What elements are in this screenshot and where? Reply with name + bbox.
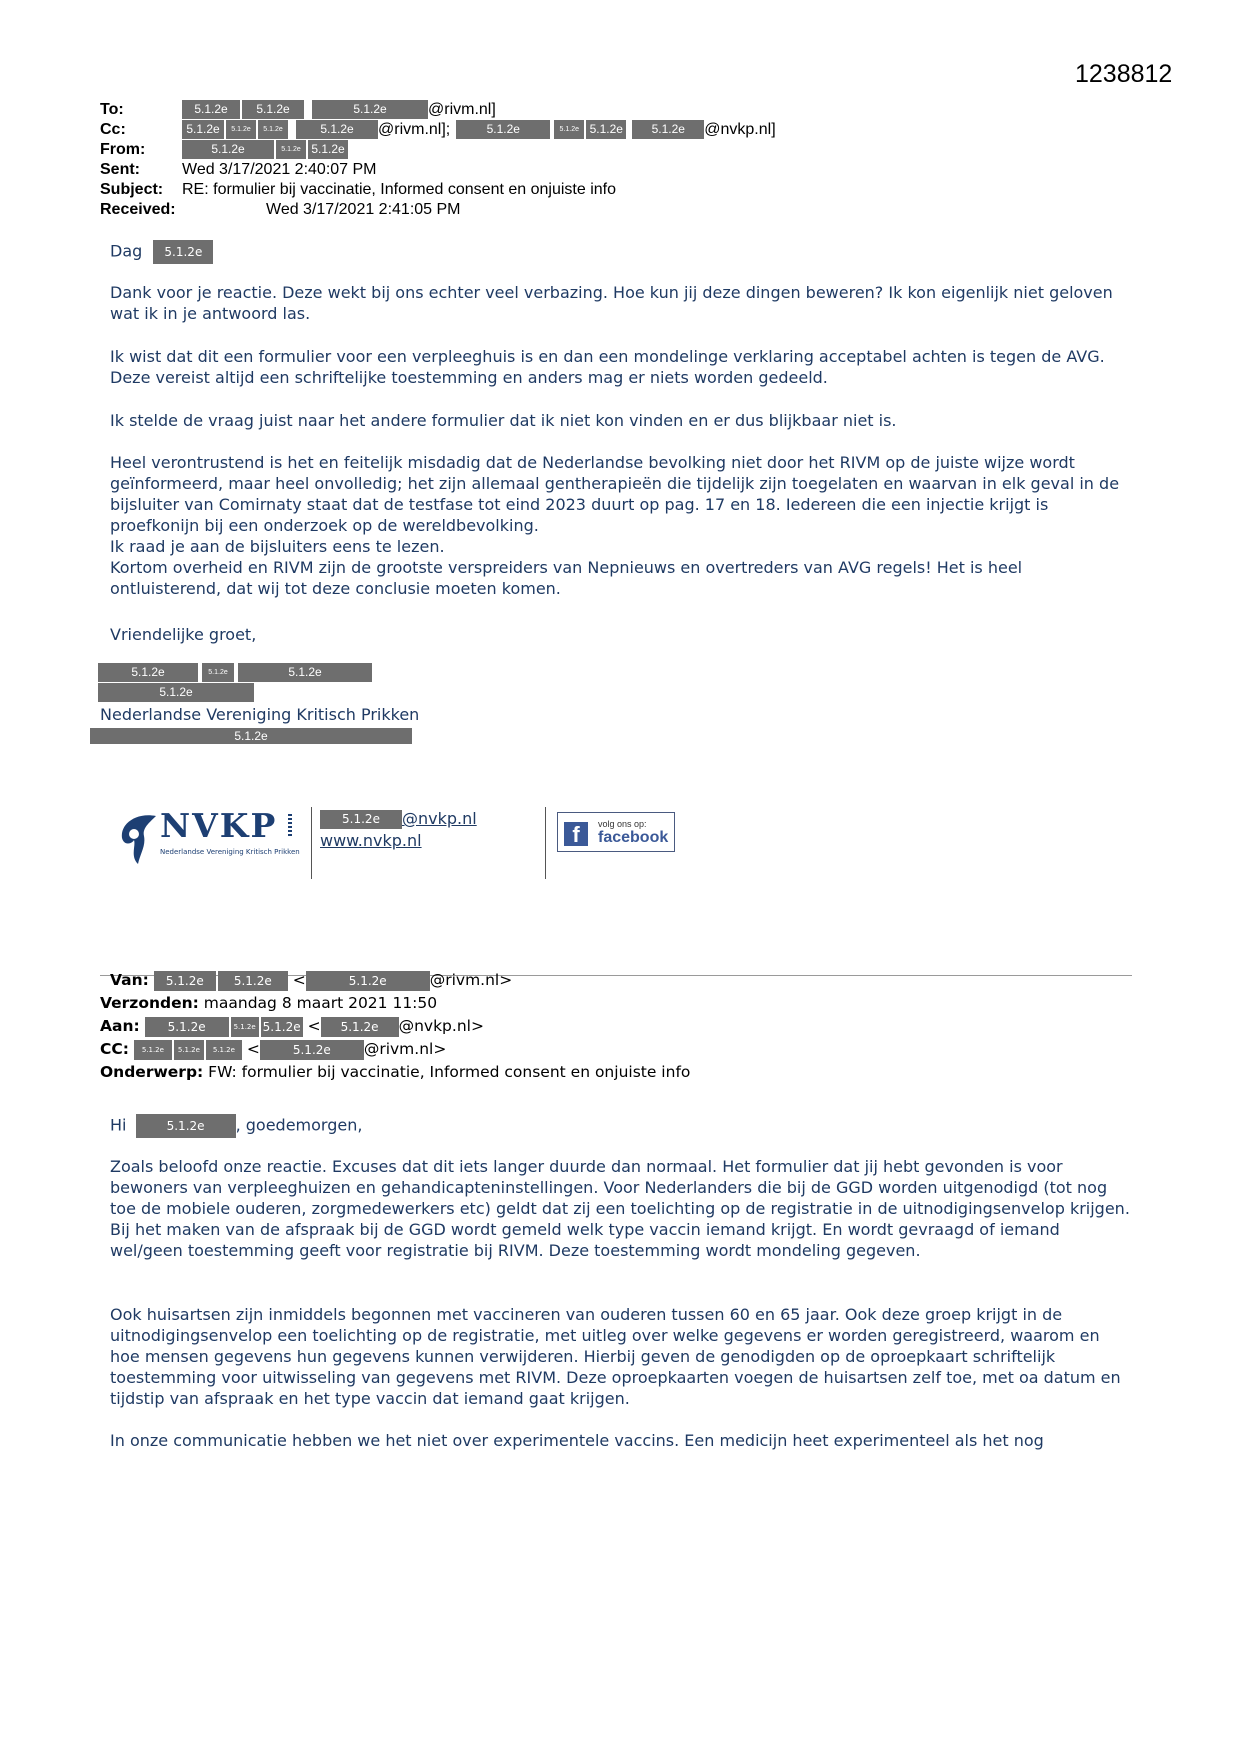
redaction: 5.1.2e: [632, 120, 704, 139]
redaction: 5.1.2e: [296, 120, 378, 139]
redaction: 5.1.2e: [218, 971, 288, 991]
reply-paragraph-3: Ik stelde de vraag juist naar het andere formulier dat ik niet kon vinden en er dus blijkbaar niet is.: [110, 411, 897, 430]
redaction: 5.1.2e: [182, 100, 240, 119]
redaction: 5.1.2e: [134, 1040, 172, 1060]
facebook-follow-text: volg ons op:: [598, 819, 647, 829]
subject-value: RE: formulier bij vaccinatie, Informed consent en onjuiste info: [182, 181, 616, 198]
redaction: 5.1.2e: [260, 1040, 364, 1060]
redaction: 5.1.2e: [231, 1017, 259, 1037]
redaction: 5.1.2e: [98, 683, 254, 702]
reply-paragraph-4: [110, 452, 1130, 599]
signature-address-redaction: [90, 727, 412, 745]
signature-contact: [320, 808, 477, 852]
redaction: 5.1.2e: [154, 971, 216, 991]
redaction: 5.1.2e: [321, 1017, 399, 1037]
redaction: 5.1.2e: [202, 663, 234, 682]
signature-organization: Nederlandse Vereniging Kritisch Prikken: [100, 705, 420, 724]
redaction: 5.1.2e: [258, 120, 288, 139]
cc-suffix: @nvkp.nl]: [704, 121, 776, 138]
redaction: 5.1.2e: [145, 1017, 229, 1037]
orig-van: Van: 5.1.2e 5.1.2e < 5.1.2e @rivm.nl>: [110, 971, 513, 989]
redaction: 5.1.2e: [226, 120, 256, 139]
orig-cc: CC: 5.1.2e 5.1.2e 5.1.2e < 5.1.2e @rivm.nl>: [100, 1040, 447, 1058]
redaction: 5.1.2e: [308, 140, 348, 159]
reply-paragraph-4b: Ik raad je aan de bijsluiters eens te lezen.: [110, 537, 445, 556]
redaction: 5.1.2e: [136, 1114, 236, 1138]
orig-aan: Aan: 5.1.2e 5.1.2e 5.1.2e < 5.1.2e @nvkp.nl>: [100, 1017, 484, 1035]
redaction: 5.1.2e: [174, 1040, 204, 1060]
redaction: 5.1.2e: [456, 120, 550, 139]
document-number: 1238812: [1075, 60, 1173, 88]
reply-paragraph-1: Dank voor je reactie. Deze wekt bij ons echter veel verbazing. Hoe kun jij deze dingen beweren? Ik kon eigenlijk niet geloven wat ik in je antwoord las.: [110, 283, 1113, 323]
reply-paragraph-4a: Heel verontrustend is het en feitelijk misdadig dat de Nederlandse bevolking niet door het RIVM op de juiste wijze wordt geïnformeerd, maar heel onvolledig; het zijn allemaal gentherapieën die tijdelijk zijn toegelaten en waarvan in elk geval in de bijsluiter van Comirnaty staat dat de testfase tot eind 2023 duurt op pag. 17 en 18. Iedereen die een injectie krijgt is proefkonijn bij een onderzoek op de wereldbevolking.: [110, 453, 1120, 535]
cc-suffix: @rivm.nl>: [363, 1040, 447, 1058]
redaction: 5.1.2e: [586, 120, 626, 139]
redaction: 5.1.2e: [320, 810, 402, 829]
email-link[interactable]: @nvkp.nl: [402, 809, 477, 828]
van-label: Van:: [110, 971, 149, 989]
orig-paragraph-2: Ook huisartsen zijn inmiddels begonnen met vaccineren van ouderen tussen 60 en 65 jaar. Ook deze groep krijgt in de uitnodigingsenvelop een toelichting op de registratie, met uitleg over welke gegevens er worden geregistreerd, waarom en hoe mensen gegevens hun gegevens kunnen verwijderen. Hierbij geven de genodigden op de oproepkaart schriftelijk toestemming voor uitwisseling van gegevens met RIVM. Deze oproepkaarten voegen de huisartsen zelf toe, met oa datum en tijdstip van afspraak en het type vaccin dat iemand gaat krijgen.: [110, 1305, 1121, 1408]
signature-title-redaction: [98, 683, 254, 702]
reply-greeting: [110, 240, 1130, 264]
signature-name-redactions: [98, 663, 372, 682]
verzonden-value: maandag 8 maart 2021 11:50: [203, 994, 438, 1012]
onderwerp-label: Onderwerp:: [100, 1063, 204, 1081]
orig-greeting: [110, 1114, 1130, 1138]
orig-paragraph-1: Zoals beloofd onze reactie. Excuses dat dit iets langer duurde dan normaal. Het formulier dat jij hebt gevonden is voor bewoners van verpleeghuizen en gehandicapteninstellingen. Voor Nederlanders die bij de GGD worden uitgenodigd (tot nog toe de mobiele ouderen, zorgmedewerkers etc) geldt dat zij een toelichting op de registratie in de uitnodigingsenvelop krijgen. Bij het maken van de afspraak bij de GGD wordt gemeld welk type vaccin iemand krijgt. En wordt gevraagd of iemand wel/geen toestemming geeft voor registratie bij RIVM. Deze toestemming wordt mondeling gegeven.: [110, 1157, 1130, 1260]
redaction: 5.1.2e: [261, 1017, 303, 1037]
logo-stripes: [288, 814, 292, 836]
received-label: Received:: [100, 201, 176, 218]
facebook-icon: f: [564, 822, 588, 846]
cc-label: CC:: [100, 1040, 129, 1058]
redaction: 5.1.2e: [182, 120, 224, 139]
redaction: 5.1.2e: [206, 1040, 242, 1060]
orig-onderwerp: [100, 1062, 690, 1083]
redaction: 5.1.2e: [90, 728, 412, 744]
to-label: To:: [100, 101, 124, 118]
nvkp-logo-icon: [116, 810, 160, 866]
hi-suffix: , goedemorgen,: [235, 1115, 363, 1135]
facebook-text: facebook: [598, 829, 669, 846]
redaction: 5.1.2e: [306, 971, 430, 991]
redaction: 5.1.2e: [312, 100, 428, 119]
aan-suffix: @nvkp.nl>: [398, 1017, 484, 1035]
van-suffix: @rivm.nl>: [429, 971, 513, 989]
redaction: 5.1.2e: [182, 140, 274, 159]
reply-paragraph-4c: Kortom overheid en RIVM zijn de grootste verspreiders van Nepnieuws en overtreders van AVG regels! Het is heel ontluisterend, dat wij tot deze conclusie moeten komen.: [110, 558, 1023, 598]
received-value: Wed 3/17/2021 2:41:05 PM: [266, 201, 461, 218]
redaction: 5.1.2e: [554, 120, 584, 139]
nvkp-logo-text: NVKP: [160, 806, 278, 845]
cc-mid: @rivm.nl];: [378, 121, 451, 138]
redaction: 5.1.2e: [238, 663, 372, 682]
from-label: From:: [100, 141, 146, 158]
website-link[interactable]: www.nvkp.nl: [320, 831, 422, 850]
divider: [545, 807, 546, 879]
nvkp-logo-subtitle: Nederlandse Vereniging Kritisch Prikken: [160, 848, 300, 856]
subject-label: Subject:: [100, 181, 164, 198]
greeting-text: Dag: [110, 241, 143, 261]
hi-text: Hi: [110, 1115, 127, 1135]
verzonden-label: Verzonden:: [100, 994, 199, 1012]
redaction: 5.1.2e: [98, 663, 198, 682]
redaction: 5.1.2e: [242, 100, 304, 119]
sent-value: Wed 3/17/2021 2:40:07 PM: [182, 161, 377, 178]
cc-label: Cc:: [100, 121, 126, 138]
redaction: 5.1.2e: [276, 140, 306, 159]
orig-paragraph-3: In onze communicatie hebben we het niet over experimentele vaccins. Een medicijn heet experimenteel als het nog: [110, 1431, 1044, 1450]
redaction: 5.1.2e: [153, 240, 213, 264]
facebook-button[interactable]: [557, 812, 675, 852]
orig-verzonden: [100, 993, 437, 1014]
onderwerp-value: FW: formulier bij vaccinatie, Informed consent en onjuiste info: [208, 1063, 691, 1081]
reply-paragraph-2: Ik wist dat dit een formulier voor een verpleeghuis is en dan een mondelinge verklaring acceptabel achten is tegen de AVG. Deze vereist altijd een schriftelijke toestemming en anders mag er niets worden gedeeld.: [110, 347, 1105, 387]
divider: [311, 807, 312, 879]
reply-closing: Vriendelijke groet,: [110, 625, 257, 644]
aan-label: Aan:: [100, 1017, 140, 1035]
sent-label: Sent:: [100, 161, 140, 178]
to-address-suffix: @rivm.nl]: [428, 101, 496, 118]
